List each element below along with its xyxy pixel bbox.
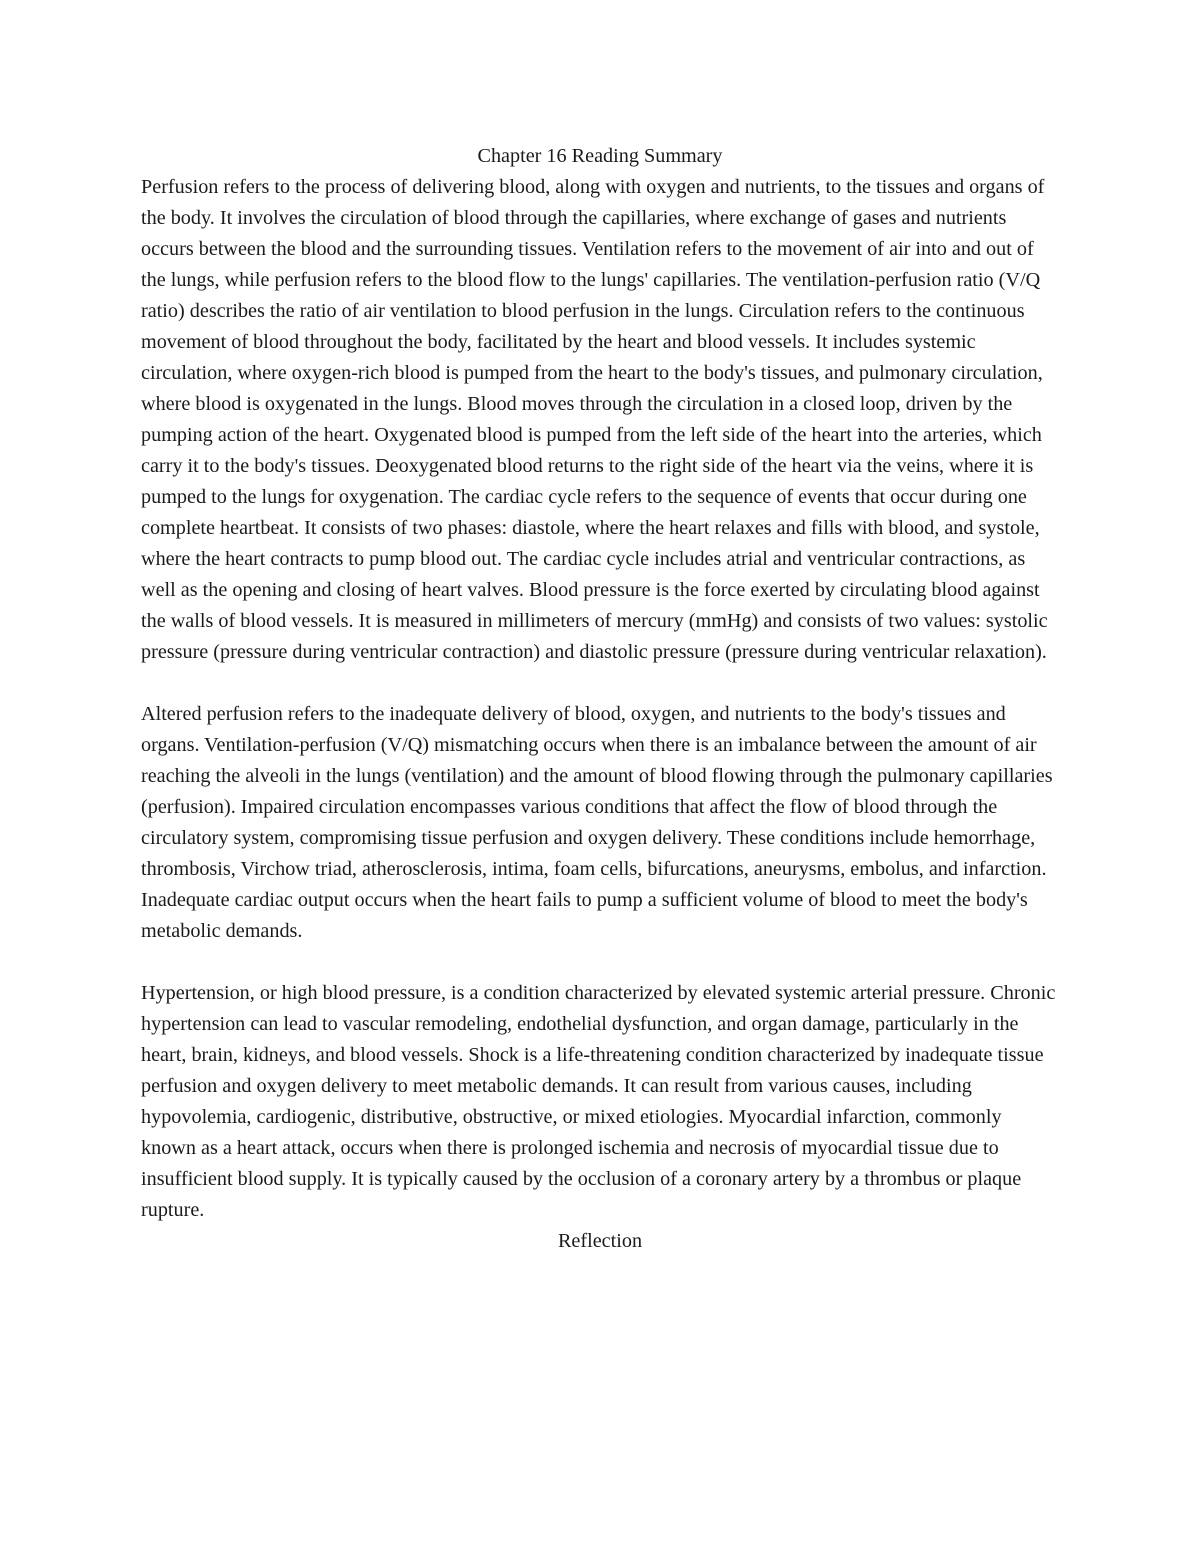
paragraph-spacer bbox=[141, 947, 1059, 978]
document-body bbox=[141, 141, 1059, 1257]
paragraph-hypertension-shock: Hypertension, or high blood pressure, is a condition characterized by elevated systemic arterial pressure. Chronic hypertension can lead to vascular remodeling, endothelial dysfunction, and organ damage, particularly in the heart, brain, kidneys, and blood vessels. Shock is a life-threatening condition characterized by inadequate tissue perfusion and oxygen delivery to meet metabolic demands. It can result from various causes, including hypovolemia, cardiogenic, distributive, obstructive, or mixed etiologies. Myocardial infarction, commonly known as a heart attack, occurs when there is prolonged ischemia and necrosis of myocardial tissue due to insufficient blood supply. It is typically caused by the occlusion of a coronary artery by a thrombus or plaque rupture. bbox=[141, 982, 1056, 1221]
paragraph-altered-perfusion: Altered perfusion refers to the inadequate delivery of blood, oxygen, and nutrients to the body's tissues and organs. Ventilation-perfusion (V/Q) mismatching occurs when there is an imbalance between the amount of air reaching the alveoli in the lungs (ventilation) and the amount of blood flowing through the pulmonary capillaries (perfusion). Impaired circulation encompasses various conditions that affect the flow of blood through the circulatory system, compromising tissue perfusion and oxygen delivery. These conditions include hemorrhage, thrombosis, Virchow triad, atherosclerosis, intima, foam cells, bifurcations, aneurysms, embolus, and infarction. Inadequate cardiac output occurs when the heart fails to pump a sufficient volume of blood to meet the body's metabolic demands. bbox=[141, 703, 1053, 942]
paragraph-perfusion-overview: Perfusion refers to the process of delivering blood, along with oxygen and nutrients, to the tissues and organs of the body. It involves the circulation of blood through the capillaries, where exchange of gases and nutrients occurs between the blood and the surrounding tissues. Ventilation refers to the movement of air into and out of the lungs, while perfusion refers to the blood flow to the lungs' capillaries. The ventilation-perfusion ratio (V/Q ratio) describes the ratio of air ventilation to blood perfusion in the lungs. Circulation refers to the continuous movement of blood throughout the body, facilitated by the heart and blood vessels. It includes systemic circulation, where oxygen-rich blood is pumped from the heart to the body's tissues, and pulmonary circulation, where blood is oxygenated in the lungs. Blood moves through the circulation in a closed loop, driven by the pumping action of the heart. Oxygenated blood is pumped from the left side of the heart into the arteries, which carry it to the body's tissues. Deoxygenated blood returns to the right side of the heart via the veins, where it is pumped to the lungs for oxygenation. The cardiac cycle refers to the sequence of events that occur during one complete heartbeat. It consists of two phases: diastole, where the heart relaxes and fills with blood, and systole, where the heart contracts to pump blood out. The cardiac cycle includes atrial and ventricular contractions, as well as the opening and closing of heart valves. Blood pressure is the force exerted by circulating blood against the walls of blood vessels. It is measured in millimeters of mercury (mmHg) and consists of two values: systolic pressure (pressure during ventricular contraction) and diastolic pressure (pressure during ventricular relaxation). bbox=[141, 176, 1048, 663]
document-title: Chapter 16 Reading Summary bbox=[477, 145, 723, 167]
paragraph-spacer bbox=[141, 668, 1059, 699]
section-heading-reflection: Reflection bbox=[557, 1230, 643, 1252]
